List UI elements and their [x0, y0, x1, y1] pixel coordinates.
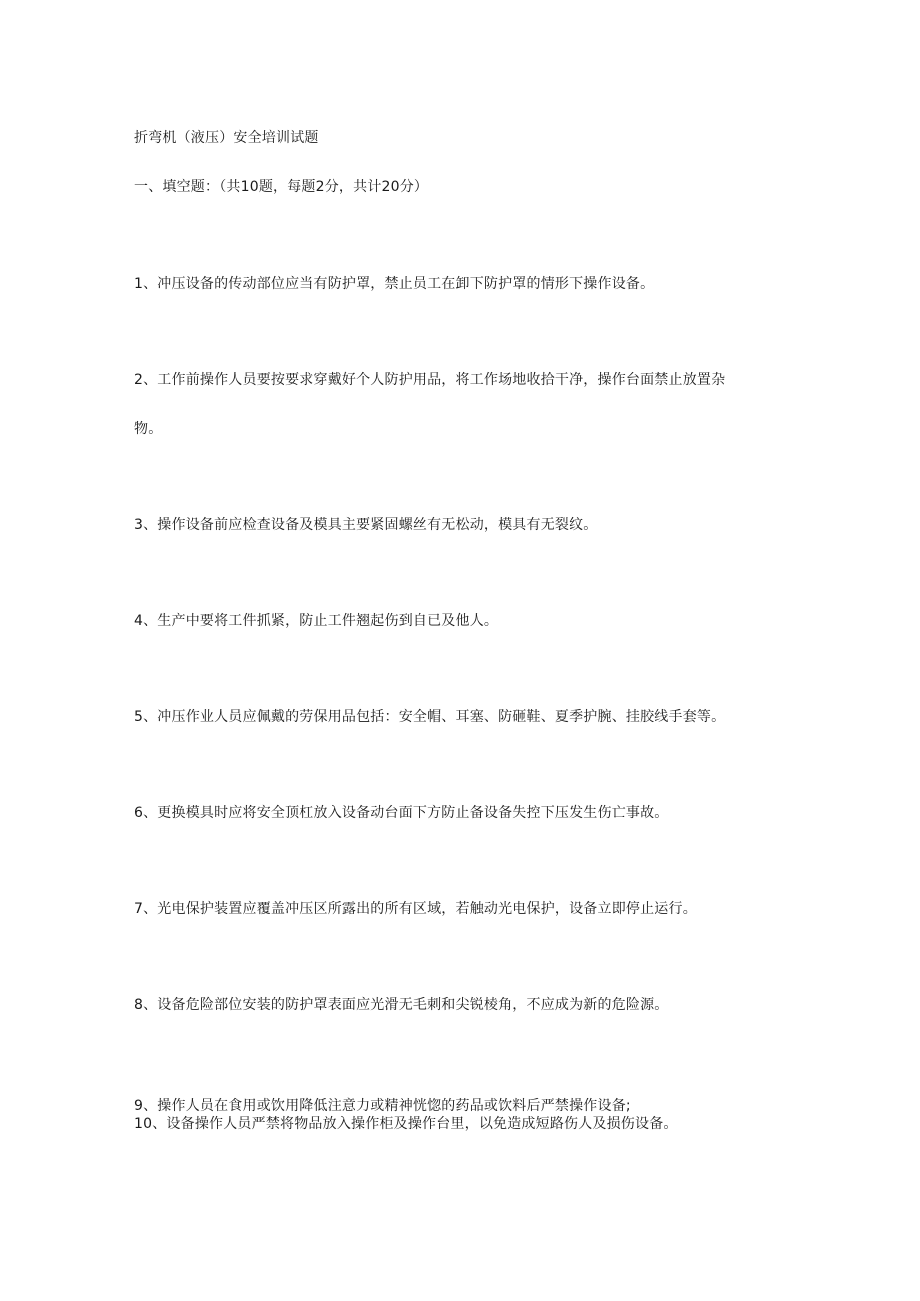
question-9: 9、操作人员在食用或饮用降低注意力或精神恍惚的药品或饮料后严禁操作设备;	[134, 1098, 631, 1114]
question-7: 7、光电保护装置应覆盖冲压区所露出的所有区域，若触动光电保护，设备立即停止运行。	[134, 901, 697, 917]
question-10: 10、设备操作人员严禁将物品放入操作柜及操作台里，以免造成短路伤人及损伤设备。	[134, 1116, 678, 1132]
question-1: 1、冲压设备的传动部位应当有防护罩，禁止员工在卸下防护罩的情形下操作设备。	[134, 276, 655, 292]
question-8: 8、设备危险部位安装的防护罩表面应光滑无毛刺和尖锐棱角，不应成为新的危险源。	[134, 997, 669, 1013]
question-3: 3、操作设备前应检查设备及模具主要紧固螺丝有无松动，模具有无裂纹。	[134, 517, 598, 533]
question-6: 6、更换模具时应将安全顶杠放入设备动台面下方防止备设备失控下压发生伤亡事故。	[134, 805, 669, 821]
question-5: 5、冲压作业人员应佩戴的劳保用品包括：安全帽、耳塞、防砸鞋、夏季护腕、挂胶线手套等。	[134, 709, 726, 725]
question-2: 2、工作前操作人员要按要求穿戴好个人防护用品，将工作场地收拾干净，操作台面禁止放置杂	[134, 372, 726, 388]
section-heading: 一、填空题：（共10题，每题2分，共计20分）	[134, 179, 429, 195]
document-title: 折弯机（液压）安全培训试题	[134, 130, 319, 146]
question-4: 4、生产中要将工件抓紧，防止工件翘起伤到自已及他人。	[134, 613, 499, 629]
question-2-continuation: 物。	[134, 421, 163, 437]
